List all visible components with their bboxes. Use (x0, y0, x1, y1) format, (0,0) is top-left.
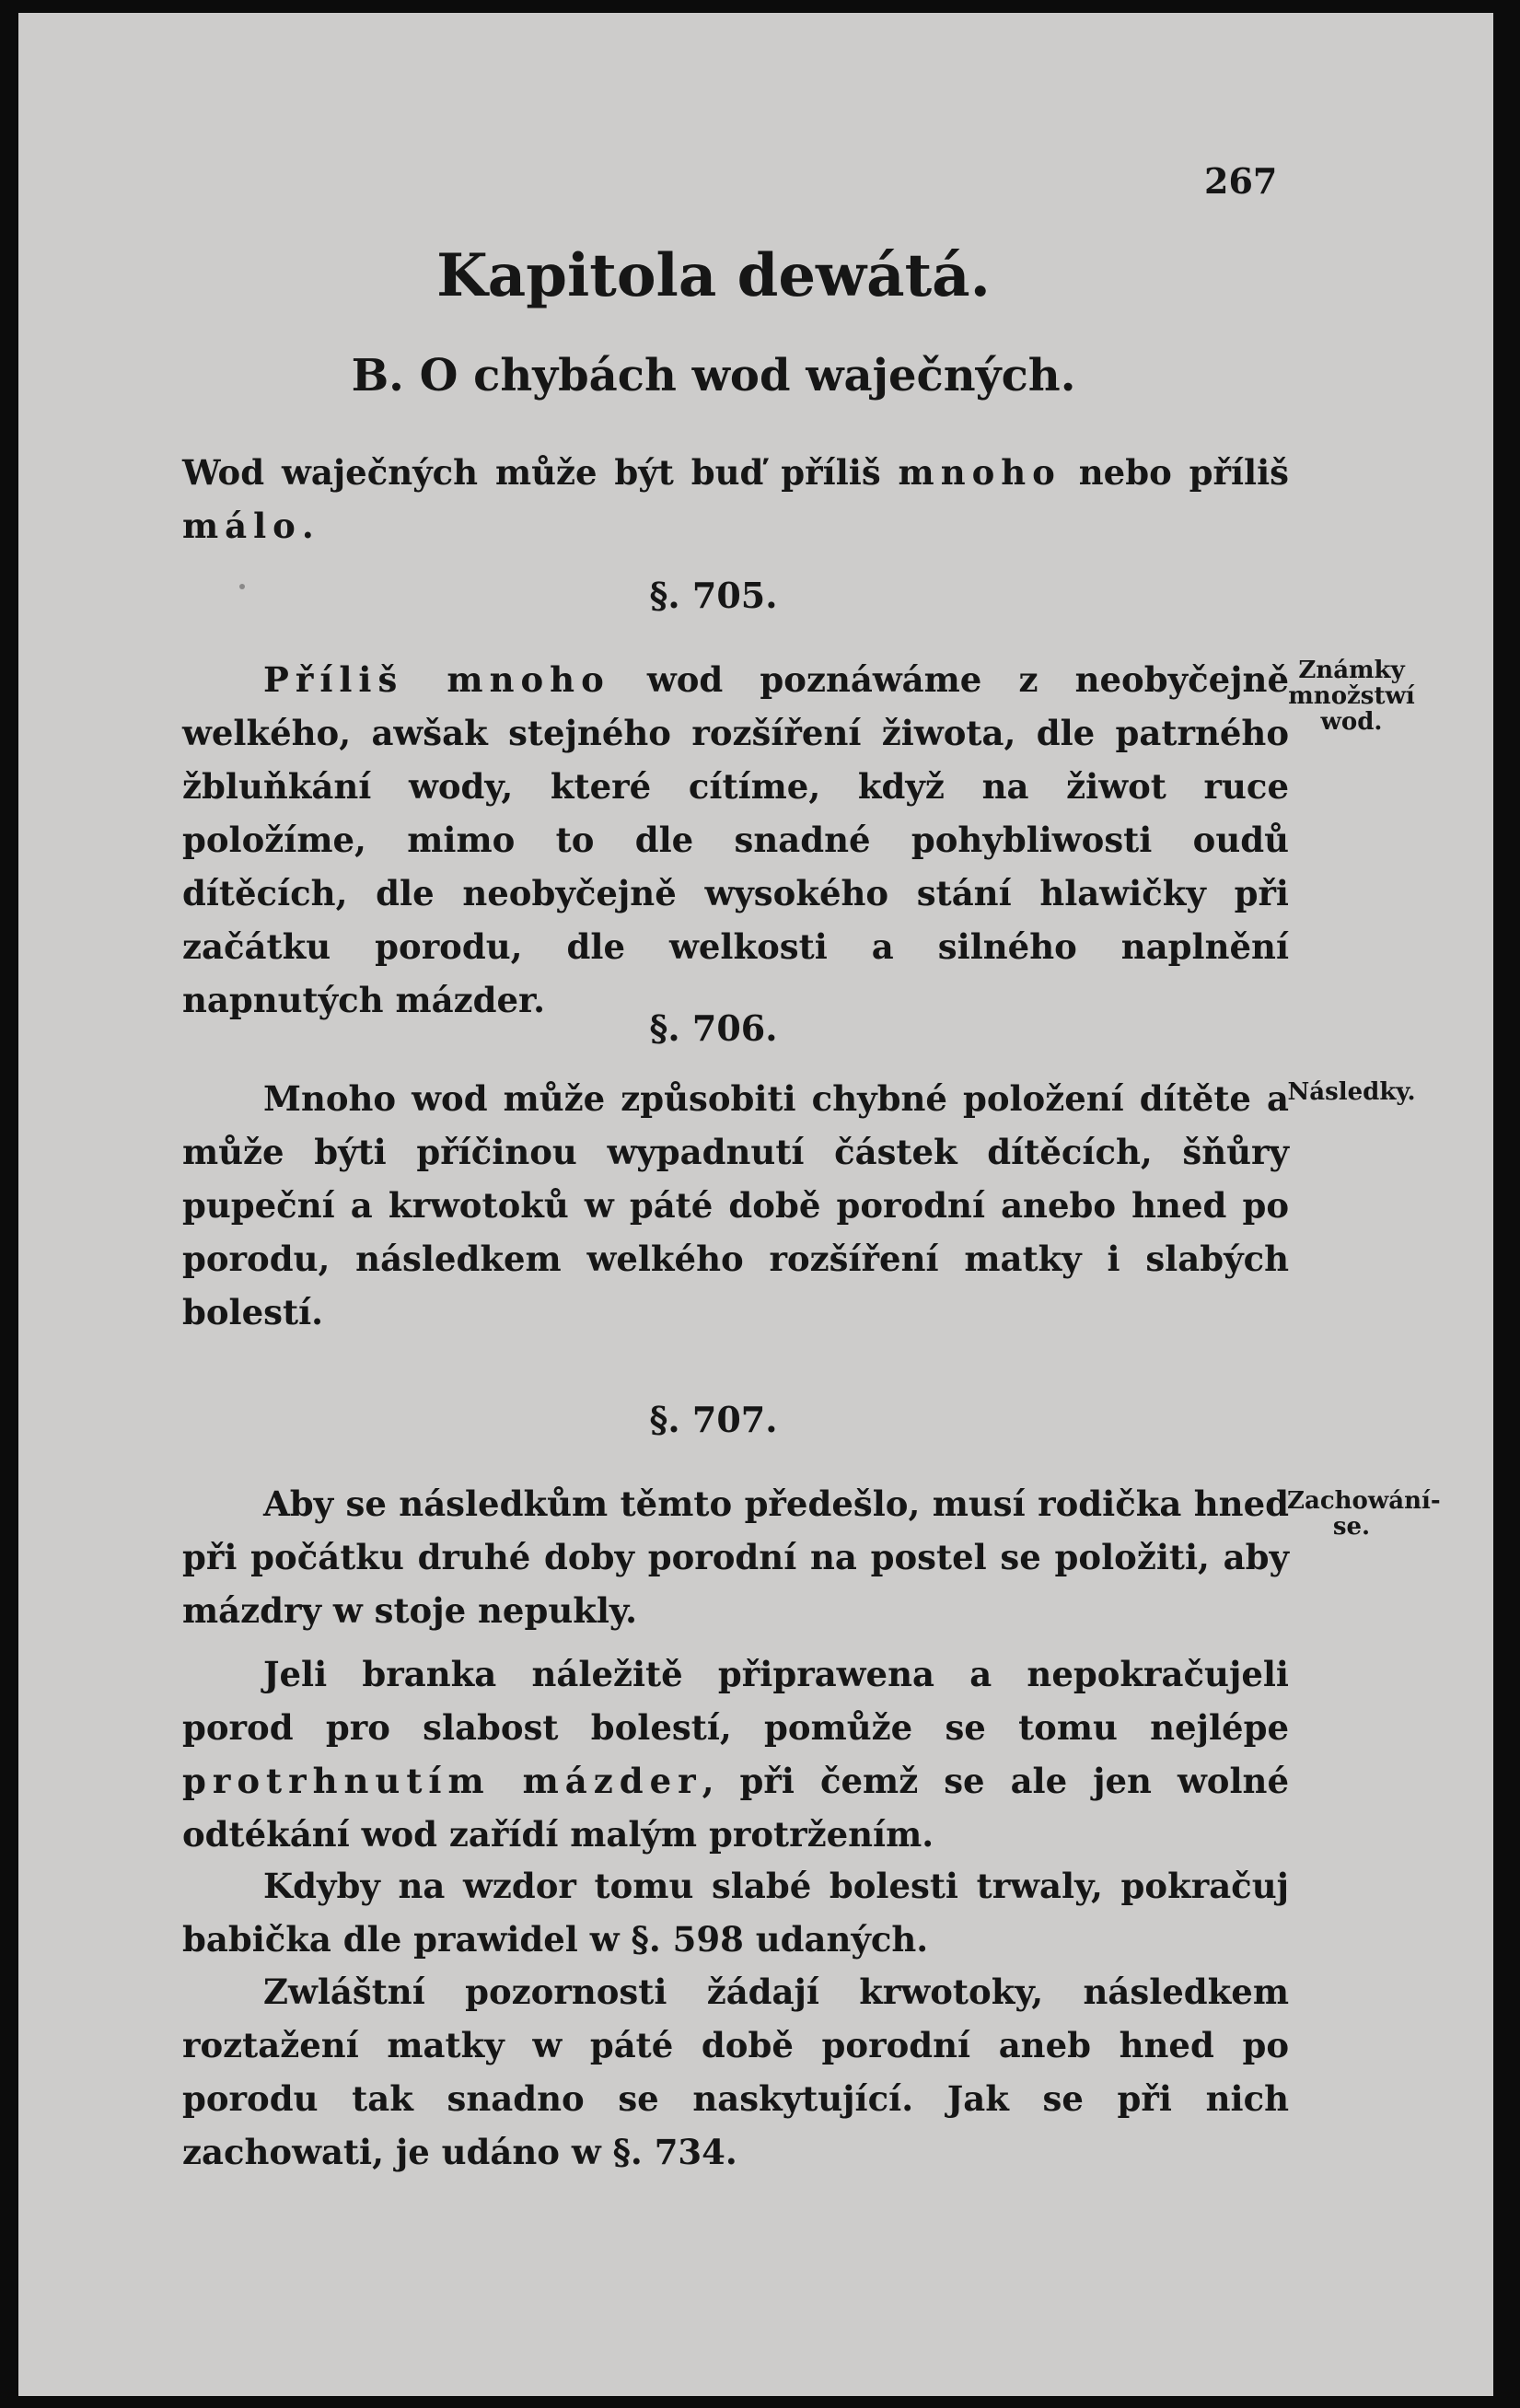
intro-text-mid: nebo příliš (1078, 452, 1289, 493)
page-number: 267 (1204, 160, 1278, 202)
section-707-mark: §. 707. (649, 1399, 778, 1440)
section-706-mark: §. 706. (649, 1007, 778, 1049)
margin-note-known-signs: Známky množstwí wod. (1288, 657, 1415, 736)
margin-note-conduct: Zachowání-se. (1287, 1487, 1441, 1541)
section-707-p2-before: Jeli branka náležitě připrawena a nepokračujeli porod pro slabost bolestí, pomůže se tomu nejlépe (182, 1654, 1289, 1748)
book-page (18, 13, 1493, 2396)
section-heading: B. O chybách wod waječných. (351, 350, 1076, 401)
intro-emphasis-mnoho: mnoho (898, 452, 1062, 493)
intro-emphasis-malo: málo (182, 506, 302, 546)
section-707-paragraph-2 (182, 1647, 1289, 1861)
section-705-emphasis: Příliš mnoho (263, 659, 610, 700)
section-707-paragraph-1: Aby se následkům těmto předešlo, musí rodička hned při počátku druhé doby porodní na postel se položiti, aby mázdry w stoje nepukly. (182, 1483, 1289, 1631)
section-707-p2-emphasis: protrhnutím mázder (182, 1761, 702, 1801)
section-705-paragraph (182, 653, 1289, 1027)
chapter-title: Kapitola dewátá. (436, 241, 991, 310)
section-707-paragraph-4: Zwláštní pozornosti žádají krwotoky, následkem roztažení matky w páté době porodní aneb hned po porodu tak snadno se naskytující. Jak se při nich zachowati, je udáno w §. 734. (182, 1972, 1289, 2172)
intro-paragraph (182, 446, 1289, 553)
section-705-text: wod poznáwáme z neobyčejně welkého, awšak stejného rozšíření žiwota, dle patrného žbluňkání wody, které cítíme, když na žiwot ruce položíme, mimo to dle snadné pohybliwosti oudů dítěcích, dle neobyčejně wysokého stání hlawičky při začátku porodu, dle welkosti a silného naplnění napnutých mázder. (182, 659, 1289, 1020)
section-707-p2-after: , při čemž se ale jen wolné odtékání wod zařídí malým protržením. (182, 1761, 1289, 1855)
section-707-paragraph-3: Kdyby na wzdor tomu slabé bolesti trwaly, pokračuj babička dle prawidel w §. 598 udaných. (182, 1866, 1289, 1960)
intro-text-after: . (301, 506, 314, 546)
section-705-mark: §. 705. (649, 575, 778, 616)
intro-text-before: Wod waječných může být buď příliš (182, 452, 881, 493)
margin-note-consequences: Následky. (1287, 1078, 1416, 1106)
section-706-paragraph: Mnoho wod může způsobiti chybné položení dítěte a může býti příčinou wypadnutí částek dítěcích, šňůry pupeční a krwotoků w páté době porodní anebo hned po porodu, následkem welkého rozšíření matky i slabých bolestí. (182, 1078, 1289, 1332)
